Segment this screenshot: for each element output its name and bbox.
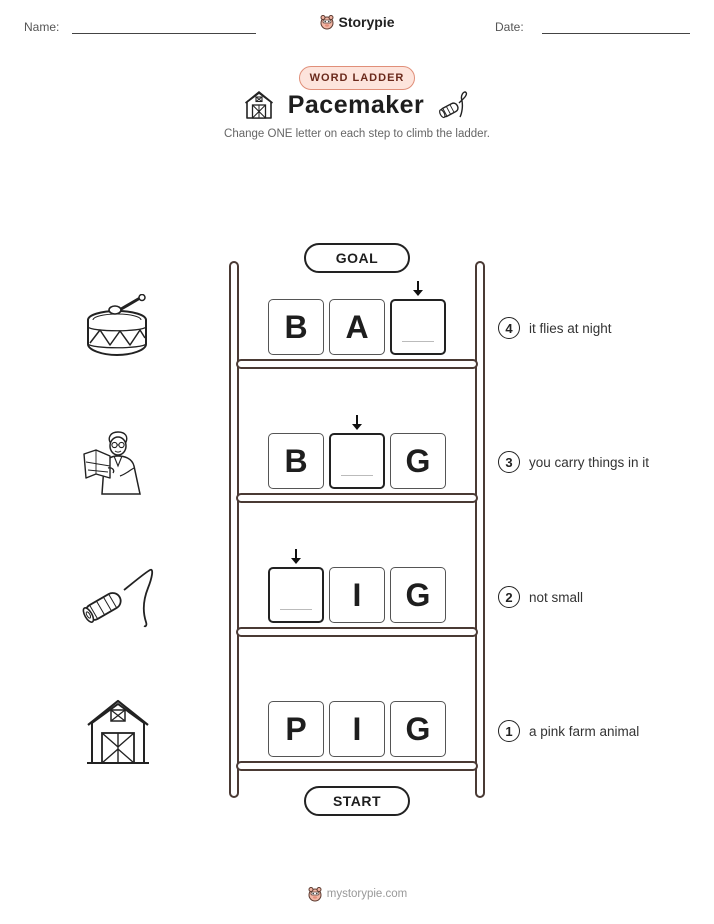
letter-tile: P	[268, 701, 324, 757]
letter-tile: I	[329, 701, 385, 757]
letter-tile: G	[390, 567, 446, 623]
clue-number: 1	[498, 720, 520, 742]
clue-text: not small	[529, 590, 584, 605]
rope-icon	[438, 91, 470, 119]
footer	[0, 886, 714, 907]
page-title: Pacemaker	[287, 90, 425, 119]
start-label: START	[304, 786, 410, 816]
ladder-rung	[236, 627, 478, 637]
letter-tile: B	[268, 299, 324, 355]
storypie-logo-icon	[307, 886, 323, 902]
blank-letter-tile[interactable]	[390, 299, 446, 355]
footer-url: mystorypie.com	[326, 888, 408, 900]
worksheet-type-badge: WORD LADDER	[299, 66, 416, 90]
letter-tile: B	[268, 433, 324, 489]
clue-number: 2	[498, 586, 520, 608]
date-label: Date:	[495, 20, 524, 34]
arrow-down-icon	[289, 548, 303, 566]
clue-number: 4	[498, 317, 520, 339]
ladder-left-rail	[229, 261, 239, 798]
arrow-down-icon	[411, 280, 425, 298]
barn-icon	[244, 90, 274, 120]
rope-icon	[80, 566, 158, 628]
ladder-rung	[236, 493, 478, 503]
brand-name: Storypie	[338, 14, 395, 30]
letter-tile: A	[329, 299, 385, 355]
clue-text: a pink farm animal	[529, 724, 640, 739]
letter-tile: G	[390, 701, 446, 757]
blank-letter-tile[interactable]	[329, 433, 385, 489]
brand	[0, 14, 714, 35]
date-line[interactable]	[542, 33, 690, 34]
arrow-down-icon	[350, 414, 364, 432]
barn-icon	[84, 697, 152, 767]
goal-label: GOAL	[304, 243, 410, 273]
storypie-logo-icon	[319, 14, 335, 30]
letter-tile: I	[329, 567, 385, 623]
clue-number: 3	[498, 451, 520, 473]
letter-tile: G	[390, 433, 446, 489]
ladder-rung	[236, 359, 478, 369]
blank-letter-tile[interactable]	[268, 567, 324, 623]
drum-icon	[82, 294, 152, 360]
instructions: Change ONE letter on each step to climb the ladder.	[224, 128, 490, 140]
title-row	[0, 90, 714, 120]
ladder-rung	[236, 761, 478, 771]
clue-text: it flies at night	[529, 321, 612, 336]
man-with-map-icon	[82, 428, 152, 496]
ladder-right-rail	[475, 261, 485, 798]
clue-text: you carry things in it	[529, 455, 650, 470]
name-label: Name:	[24, 20, 60, 34]
